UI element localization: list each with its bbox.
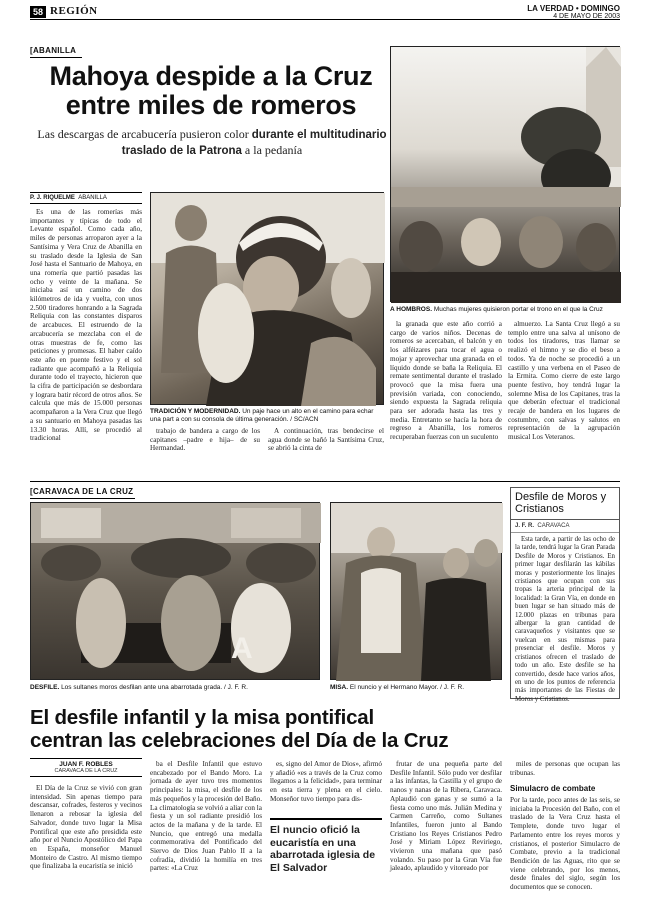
photo3-caption-text: Los sultanes moros desfilan ante una abarrotada grada. / J. F. R. [59,684,248,691]
story1-kicker-text: ABANILLA [32,46,77,55]
story2-headline-line1: El desfile infantil y la misa pontifical [30,706,375,729]
sidebar-text [511,533,619,703]
story1-col3-text: A continuación, tras bendecirse el agua donde se bañó la Santísima Cruz, se abrió la cinta de [268,427,384,453]
story2-col3-text: es, signo del Amor de Dios», afirmó y añadió «es a través de la Cruz como llegamos a la felicidad», para terminar en esta tierra y plena en el cielo. Monseñor tuvo tiempo para dis- [270,760,382,803]
story1-column-4 [390,320,502,478]
photo1-caption-title: TRADICIÓN Y MODERNIDAD. [150,408,241,415]
story2-byline-author: JUAN F. ROBLES [59,761,113,768]
story2-headline-line2: centran las celebraciones del Día de la Cruz [30,729,449,752]
photo-tradition-illustration [151,193,385,406]
page-number: 58 [30,6,46,18]
story1-col1-text: Es una de las romerías más importantes y típicas de todo el Levante español. Como cada año, miles de personas arroparon ayer a la Santísima y Vera Cruz de Abanilla en su traslado desde la Iglesia de San José hasta el Santuario de Mahoya, en una romería que partió pasadas las ocho y veinte de la mañana. Se iniciaba así un camino de dos kilómetros de ida y vuelta, con unos 2.500 tiradores honrando a la Sagrada Reliquia con las constantes disparos de arcabuces. El estruendo de la arcabucería se mezclaba con el de otras muestras de fe, como las peticiones y promesas. El haber caído este año en puente festivo y el sol radiante que acompañó a la Reliquia durante todo el trayecto, hicieron que la cifra de participación se desbordara y lograra batir récord de otros años. Se calcula que más de 15.000 personas acompañaron a la Vera Cruz que llegó a su santuario en Mahoya pasadas las 13.30 horas. Allí, se procedió al tradicional [30,208,142,443]
story1-column-5 [508,320,620,478]
photo3-caption [30,684,320,692]
story1-col4-text: la granada que este año corrió a cargo de varios niños. Decenas de romeros se acercaban, el balcón y en los alféizares para tocar el agua o mojar y aprovechar una granada en el líquido donde se baña la Reliquia. El remate sentimental durante el traslado provocó que la misa fuera una previsión variada, con conociendo, siendo expuesta la Sagrada reliquia para ser adorada hasta las tres y media. Entretanto se hacía la hora de regreso a Abanilla, los romeros recuperaban fuerzas con un suculento [390,320,502,442]
story1-byline [30,192,142,204]
story1-byline-author: P. J. RIQUELME [30,195,75,201]
story2-col2-text: ba el Desfile Infantil que estuvo encabezado por el Bando Moro. La jornada de ayer tuvo tres momentos principales: la misa, el desfile de los más pequeños y la procesión del Baño. La climatología se volvió a aliar con la fiesta y un sol radiante presidió los actos de la mañana y de la tarde. El Nuncio, que entregó una medalla conmemorativa del Pontificado del Siervo de Dios Juan Pablo II a la cofradía, dividió la homilía en tres partes: «La Cruz [150,760,262,873]
story1-subhead-bold: durante el multitudinario traslado de la Patrona [121,129,387,157]
story2-kicker: [CARAVACA DE LA CRUZ [30,487,135,499]
photo1-caption [150,408,384,424]
story1-headline-line1: Mahoya despide a la Cruz [49,61,373,91]
section-divider [30,481,620,482]
photo2-caption [390,306,620,314]
photo-mass [330,502,502,680]
newspaper-date: 4 DE MAYO DE 2003 [553,13,620,20]
story2-col5-text: miles de personas que ocupan las tribunas. [510,760,620,777]
story2-column-5 [510,760,620,782]
story2-kicker-text: CARAVACA DE LA CRUZ [32,487,134,496]
page-header [30,6,620,20]
story2-column-1 [30,784,142,896]
story2-byline-place: CARAVACA DE LA CRUZ [54,768,118,774]
photo-shoulders-illustration [391,47,621,303]
story2-headline [30,706,620,752]
sidebar-title: Desfile de Moros y Cristianos [511,488,619,520]
pullquote-text: El nuncio ofició la eucaristía en una abarrotada iglesia de El Salvador [270,824,376,874]
story2-byline [30,758,142,777]
story1-subhead-part1: Las descargas de arcabucería pusieron color [37,127,252,141]
photo2-caption-text: Muchas mujeres quisieron portar el trono en el que la Cruz [432,306,603,313]
photo4-caption-title: MISA. [330,684,349,691]
story2-column-2 [150,760,262,896]
newspaper-name: LA VERDAD • DOMINGO [527,4,620,13]
story2-column-5b [510,796,620,896]
story1-byline-place: ABANILLA [78,195,107,201]
story1-subhead-part2: a la pedanía [241,143,303,157]
story2-col1-text: El Día de la Cruz se vivió con gran intensidad. Sin apenas tiempo para descansar, cofrades, festeros y vecinos llenaron a rebosar la iglesia del Salvador, donde tuvo lugar la Misa Pontifical que este año presidida este año por el Nuncio Apostólico del Papa en España, monseñor Manuel Monteiro de Castro. Al mismo tiempo que finalizaba la eucaristía se inició [30,784,142,871]
story2-subhead-combat: Simulacro de combate [510,784,596,793]
sidebar-text-body: Esta tarde, a partir de las ocho de la tarde, tendrá lugar la Gran Parada Desfile de Moros y Cristianos. En primer lugar desfilarán las kábilas moras y posteriormente los linajes cristianos que ocupan con sus tropas la arteria principal de la localidad: la Gran Vía, en donde en buen lugar se han situado más de 12.000 plazas en tribunas para albergar la gran cantidad de caravaqueños y visitantes que se vuelcan en sus mismas para presenciar el desfile. Moros y cristianos ofrecen el traslado de todo un año. Este desfile se ha convertido, desde hace varios años, en uno de los puntos de referencia más importantes de las Fiestas de Moros y Cristianos. [515,536,615,703]
story2-col4-text: frutar de una pequeña parte del Desfile Infantil. Sólo pudo ver desfilar a las infantas, la Castilla y el grupo de nanos y nanas de la Ribera, Caravaca. Aplaudió con ganas y se sumó a la fiesta como uno más. Julián Medina y Carmen Carreño, como Sultanes Infantiles, fueron junto al Bando Cristiano los Reyes Cristianos Pedro José y Miriam López Reviriego, vivieron una mañana que pasó volando. Su paso por la Gran Vía fue jaleado, aplaudido y vitoreado por [390,760,502,873]
sidebar-box [510,487,620,703]
photo-tradition-modernity [150,192,384,405]
photo2-caption-title: A HOMBROS. [390,306,433,313]
photo-parade-illustration [31,503,321,681]
sidebar-byline [511,520,619,533]
photo-mass-illustration [331,503,503,681]
photo4-caption [330,684,502,692]
photo3-caption-title: DESFILE. [30,684,60,691]
story2-column-4 [390,760,502,896]
pullquote [270,818,382,874]
story1-col5-text: almuerzo. La Santa Cruz llegó a su templo entre una salva al unísono de todos los tiradores, tras llamar se realizó el himno y se dio el beso a todos. Ya de noche se procedió a un castillo y una verbena en el Paseo de la Ermita. Como cierre de este largo puente festivo, hoy tendrá lugar la solemne Misa de los Capitanes, tras la que deberán efectuar el tradicional recaje de bandera en los lugares de costumbre, con salvas y salutos en representación de la agrupación musical Los Veteranos. [508,320,620,442]
story1-col2-text: trabajo de bandera a cargo de los capitanes –padre e hija– de su Hermandad. [150,427,260,453]
photo1-caption-text: Un paje hace un alto en el camino para echar una part a con su consola de última generación. / SC/ACN [150,408,374,423]
story1-headline-line2: entre miles de romeros [65,90,357,120]
story2-column-3 [270,760,382,808]
sidebar-byline-place: CARAVACA [537,523,570,529]
story2-col5b-text: Por la tarde, poco antes de las seis, se iniciaba la Procesión del Baño, con el traslado de la Vera Cruz hasta el Templete, donde tuvo lugar el Parlamento entre los reyes moros y cristianos, el posterior Simulacro de Combate, previo a la tradicional Bendición de las Aguas, rito que se viene celebrando, por los menos, desde finales del siglo, según los documentos que se conocen. [510,796,620,892]
sidebar-byline-author: J. F. R. [515,523,535,529]
story1-subhead [34,127,390,159]
banner-letter: A [231,632,253,665]
section-name: REGIÓN [50,5,98,17]
photo-parade [30,502,320,680]
photo-on-shoulders [390,46,620,302]
story1-column-2 [150,427,260,477]
story1-column-3 [268,427,384,477]
story1-kicker: [ABANILLA [30,46,82,58]
photo4-caption-text: El nuncio y el Hermano Mayor. / J. F. R. [348,684,465,691]
story1-headline [30,62,392,120]
